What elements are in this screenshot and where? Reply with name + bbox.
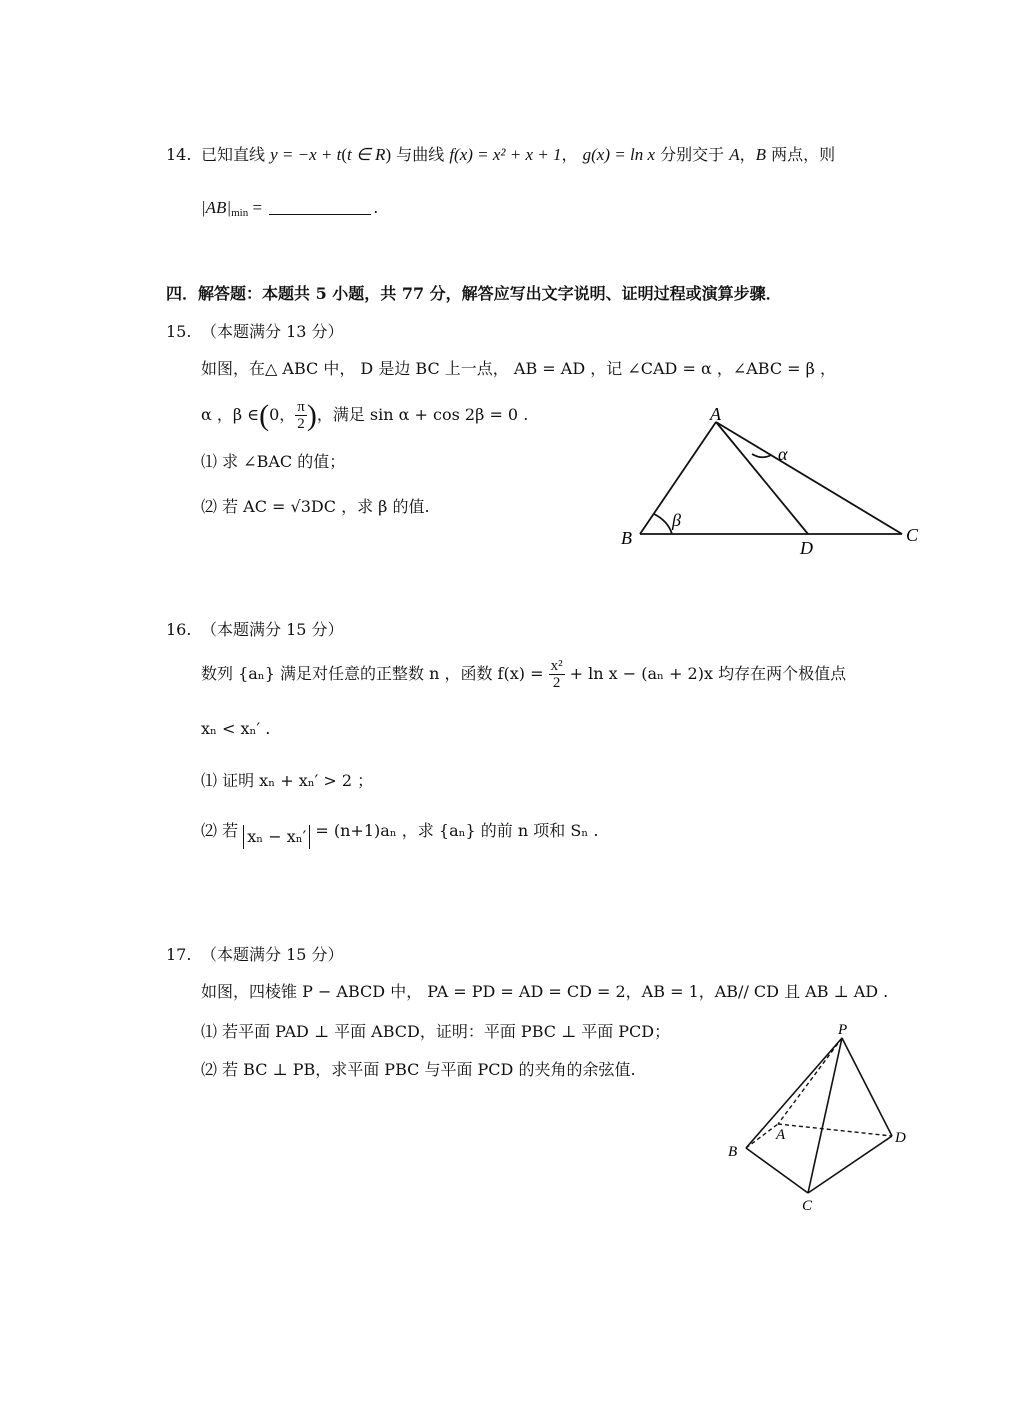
q14-text-d: 两点，则 <box>771 145 836 164</box>
q14-sep: ， <box>561 145 578 164</box>
q17-score: （本题满分 15 分） <box>201 945 344 964</box>
label-alpha: α <box>778 444 788 464</box>
q15-zero: 0， <box>269 405 296 424</box>
q15-pi-over-2: $\frac{\pi}{2}$ <box>297 399 305 432</box>
label-c: C <box>802 1198 813 1214</box>
q15-number: 15. <box>166 322 192 341</box>
alpha-arc <box>752 454 771 457</box>
q17-number: 17. <box>166 945 192 964</box>
q14-point-b: B <box>755 145 766 164</box>
q17-line1: 如图，四棱锥 P − ABCD 中， PA = PD = AD = CD = 2，AB = 1，AB// CD 且 AB ⊥ AD . <box>201 982 889 1001</box>
q16-line2: xₙ < xₙ′ . <box>201 719 271 738</box>
q14-ab-min: $|AB|_{min}$ = <box>201 198 263 219</box>
q16-part2 <box>201 818 598 849</box>
q15-triangle-figure <box>612 404 930 560</box>
edge-ad <box>716 422 808 534</box>
q14-g-expr: g(x) = ln x <box>582 145 655 164</box>
label-a: A <box>776 1127 786 1143</box>
q16-line1 <box>201 654 846 694</box>
label-d: D <box>800 538 813 558</box>
q16-line1-a: 数列 {aₙ} 满足对任意的正整数 n ，函数 f(x) = <box>201 664 544 683</box>
q14-line1 <box>201 144 835 166</box>
edge-ba-hidden <box>746 1124 778 1148</box>
q16-part2-b: = (n+1)aₙ ，求 {aₙ} 的前 n 项和 Sₙ . <box>315 821 599 840</box>
edge-ac <box>716 422 902 534</box>
q17-part2: ⑵ 若 BC ⊥ PB，求平面 PBC 与平面 PCD 的夹角的余弦值. <box>201 1060 636 1079</box>
label-p: P <box>838 1022 848 1038</box>
q15-paren-open: ( <box>259 399 270 432</box>
q14-answer-blank[interactable] <box>269 198 371 215</box>
q15-line1: 如图，在△ ABC 中， D 是边 BC 上一点， AB = AD ，记 ∠CAD = α ，∠ABC = β ， <box>201 359 837 378</box>
q14-text-c: 分别交于 <box>660 145 725 164</box>
q14-text-a: 已知直线 <box>201 145 266 164</box>
q15-part2: ⑵ 若 AC = √3DC ，求 β 的值. <box>201 497 430 516</box>
q16-score: （本题满分 15 分） <box>201 620 344 639</box>
label-beta: β <box>672 510 681 530</box>
q15-score: （本题满分 13 分） <box>201 322 344 341</box>
edge-ad-hidden <box>778 1124 892 1136</box>
section4-heading: 四．解答题：本题共 5 小题，共 77 分，解答应写出文字说明、证明过程或演算步骤． <box>166 284 782 303</box>
q15-alpha-beta: α ，β ∈ <box>201 405 260 424</box>
q15-part1: ⑴ 求 ∠BAC 的值； <box>201 452 346 471</box>
q14-line2 <box>201 197 378 224</box>
q17-part1: ⑴ 若平面 PAD ⊥ 平面 ABCD，证明：平面 PBC ⊥ 平面 PCD； <box>201 1022 671 1041</box>
q14-number: 14. <box>166 145 192 164</box>
q16-part1: ⑴ 证明 xₙ + xₙ′ > 2 ； <box>201 771 374 790</box>
q16-part2-a: ⑵ 若 <box>201 821 239 840</box>
q17-pyramid-figure <box>722 1020 918 1216</box>
edge-bc <box>746 1148 808 1193</box>
q16-frac-x2-over-2: $\frac{\text{x²}}{2}$ <box>550 658 563 691</box>
q14-line-expr: y = −x + t(t ∈ R) <box>270 145 392 164</box>
label-b: B <box>728 1144 738 1160</box>
q14-comma: ， <box>739 145 756 164</box>
label-c: C <box>906 525 919 545</box>
q14-end: . <box>373 198 379 217</box>
edge-cd <box>808 1136 892 1193</box>
edge-pd <box>842 1038 892 1136</box>
label-b: B <box>621 528 632 548</box>
q16-abs-diff: xₙ − xₙ′ <box>243 825 310 849</box>
label-a: A <box>710 404 721 424</box>
q14-text-b: 与曲线 <box>396 145 445 164</box>
q15-line2 <box>201 398 528 433</box>
edge-pb <box>746 1038 842 1148</box>
q16-number: 16. <box>166 620 192 639</box>
q14-point-a: A <box>729 145 740 164</box>
beta-arc <box>654 514 672 534</box>
q16-line1-b: + ln x − (aₙ + 2)x 均存在两个极值点 <box>569 664 847 683</box>
q15-paren-close: ) <box>306 399 317 432</box>
q15-condition: ，满足 sin α + cos 2β = 0 . <box>316 405 529 424</box>
label-d: D <box>895 1130 906 1146</box>
q14-f-expr: f(x) = x² + x + 1 <box>449 145 562 164</box>
